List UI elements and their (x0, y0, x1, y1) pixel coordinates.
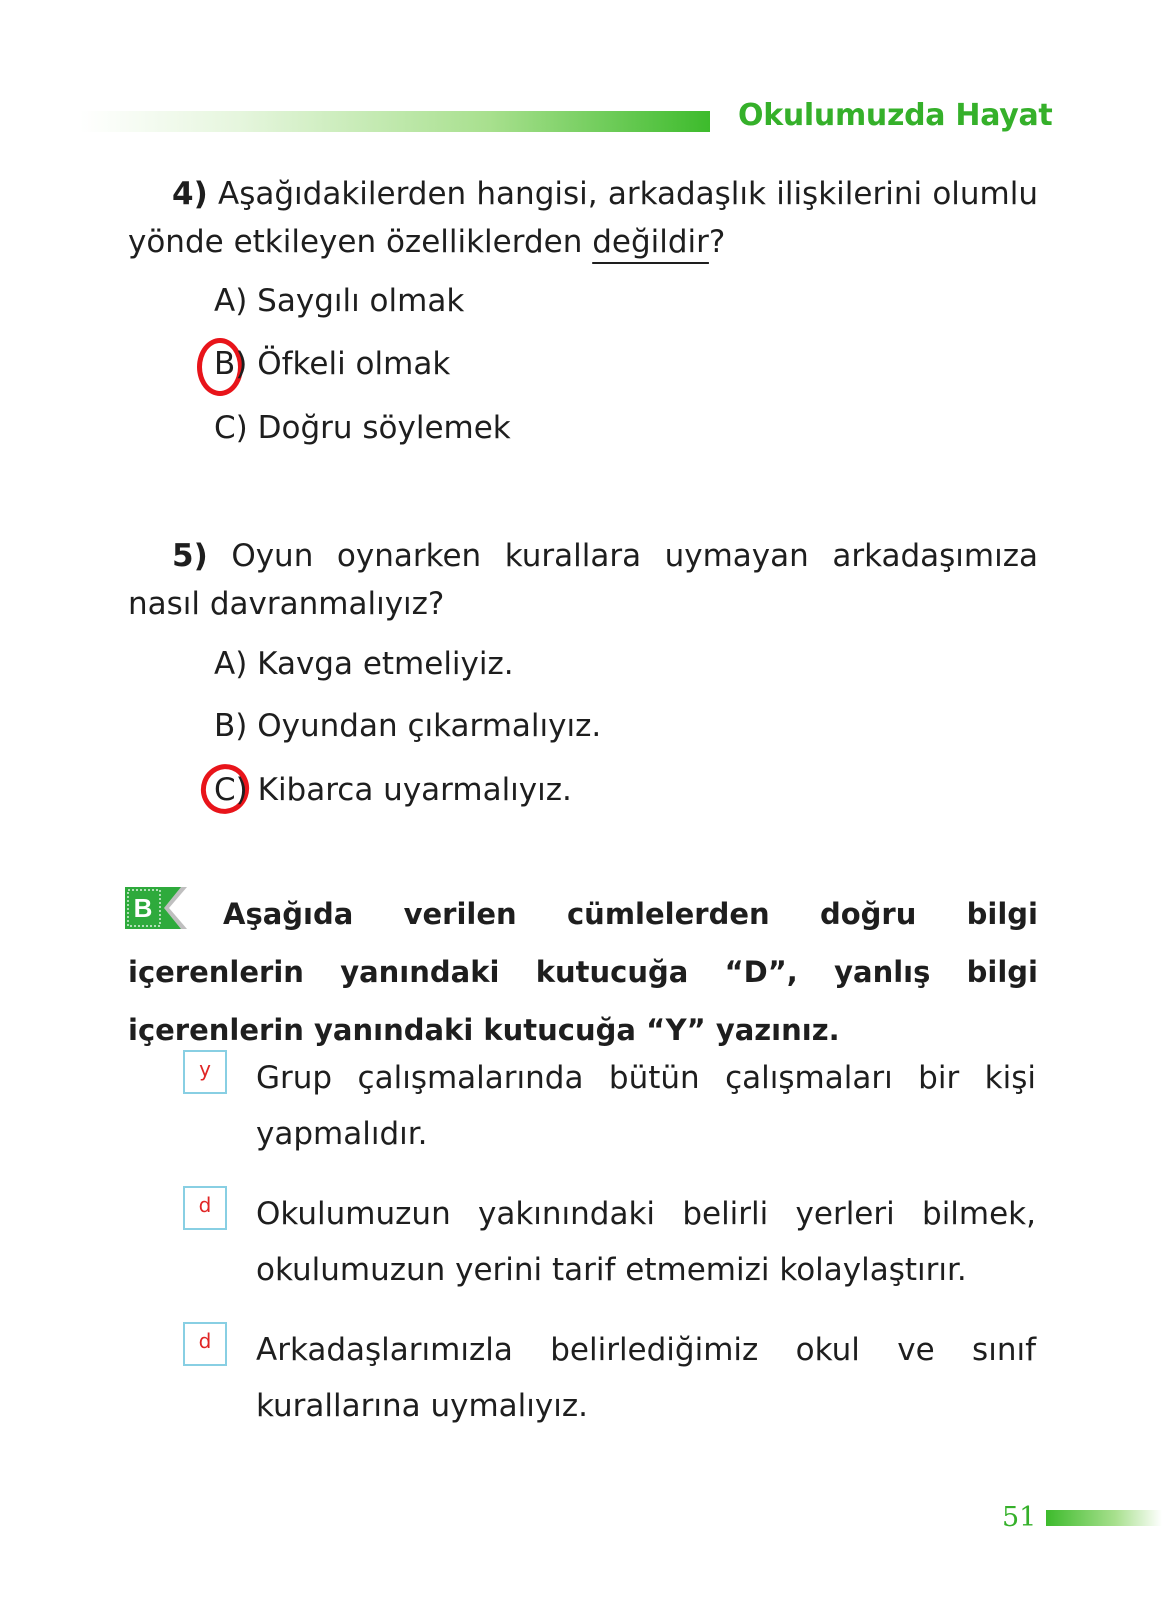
q5-option-c-text: Kibarca uyarmalıyız. (257, 772, 572, 808)
answer-box-2[interactable] (183, 1186, 227, 1230)
q5-option-b[interactable] (214, 708, 601, 744)
q5-option-a-letter: A) (214, 646, 248, 682)
page-header-title: Okulumuzda Hayat (738, 98, 1053, 133)
q4-option-b[interactable] (214, 346, 450, 382)
q5-option-b-text: Oyundan çıkarmalıyız. (257, 708, 602, 744)
question-5-text: Oyun oynarken kurallara uymayan arkadaşımıza nasıl davranmalıyız? (128, 538, 1039, 622)
answer-box-1[interactable] (183, 1050, 227, 1094)
q4-option-c-letter: C) (214, 410, 248, 446)
statement-2: Okulumuzun yakınındaki belirli yerleri bilmek, okulumuzun yerini tarif etmemizi kolaylaştırır. (256, 1196, 1036, 1288)
question-5 (128, 532, 1038, 628)
q4-option-c[interactable] (214, 410, 511, 446)
page-number: 51 (1002, 1502, 1037, 1533)
q5-option-c-letter: C) (214, 772, 248, 808)
q4-option-a[interactable] (214, 283, 464, 319)
section-b-instruction (128, 885, 1038, 1059)
question-4-number: 4) (172, 176, 208, 212)
answer-box-2-value: d (198, 1193, 212, 1217)
q4-option-a-text: Saygılı olmak (257, 283, 465, 319)
answer-box-3[interactable] (183, 1322, 227, 1366)
q4-option-a-letter: A) (214, 283, 248, 319)
q5-option-a[interactable] (214, 646, 514, 682)
q5-option-a-text: Kavga etmeliyiz. (257, 646, 514, 682)
footer-gradient-bar (1046, 1510, 1162, 1526)
section-b-letter: B (133, 893, 153, 923)
header-gradient-bar (80, 111, 710, 132)
question-5-number: 5) (172, 538, 208, 574)
question-4-keyword: değildir (592, 224, 709, 260)
answer-box-1-value: y (199, 1057, 211, 1081)
question-4 (128, 170, 1038, 266)
section-b-instruction-text: Aşağıda verilen cümlelerden doğru bilgi içerenlerin yanındaki kutucuğa “D”, yanlış bilgi içerenlerin yanındaki kutucuğa “Y” yazınız. (128, 897, 1038, 1047)
q4-option-c-text: Doğru söylemek (257, 410, 511, 446)
question-4-mark: ? (708, 224, 726, 260)
question-4-text: Aşağıdakilerden hangisi, arkadaşlık ilişkilerini olumlu yönde etkileyen özelliklerden (128, 176, 1038, 260)
q5-option-c[interactable] (214, 772, 572, 808)
q4-option-b-text: Öfkeli olmak (257, 346, 451, 382)
q4-option-b-letter: B) (214, 346, 248, 382)
statement-1: Grup çalışmalarında bütün çalışmaları bir kişi yapmalıdır. (256, 1060, 1036, 1152)
answer-box-3-value: d (198, 1329, 212, 1353)
statement-3: Arkadaşlarımızla belirlediğimiz okul ve sınıf kurallarına uymalıyız. (256, 1332, 1036, 1424)
q5-option-b-letter: B) (214, 708, 248, 744)
